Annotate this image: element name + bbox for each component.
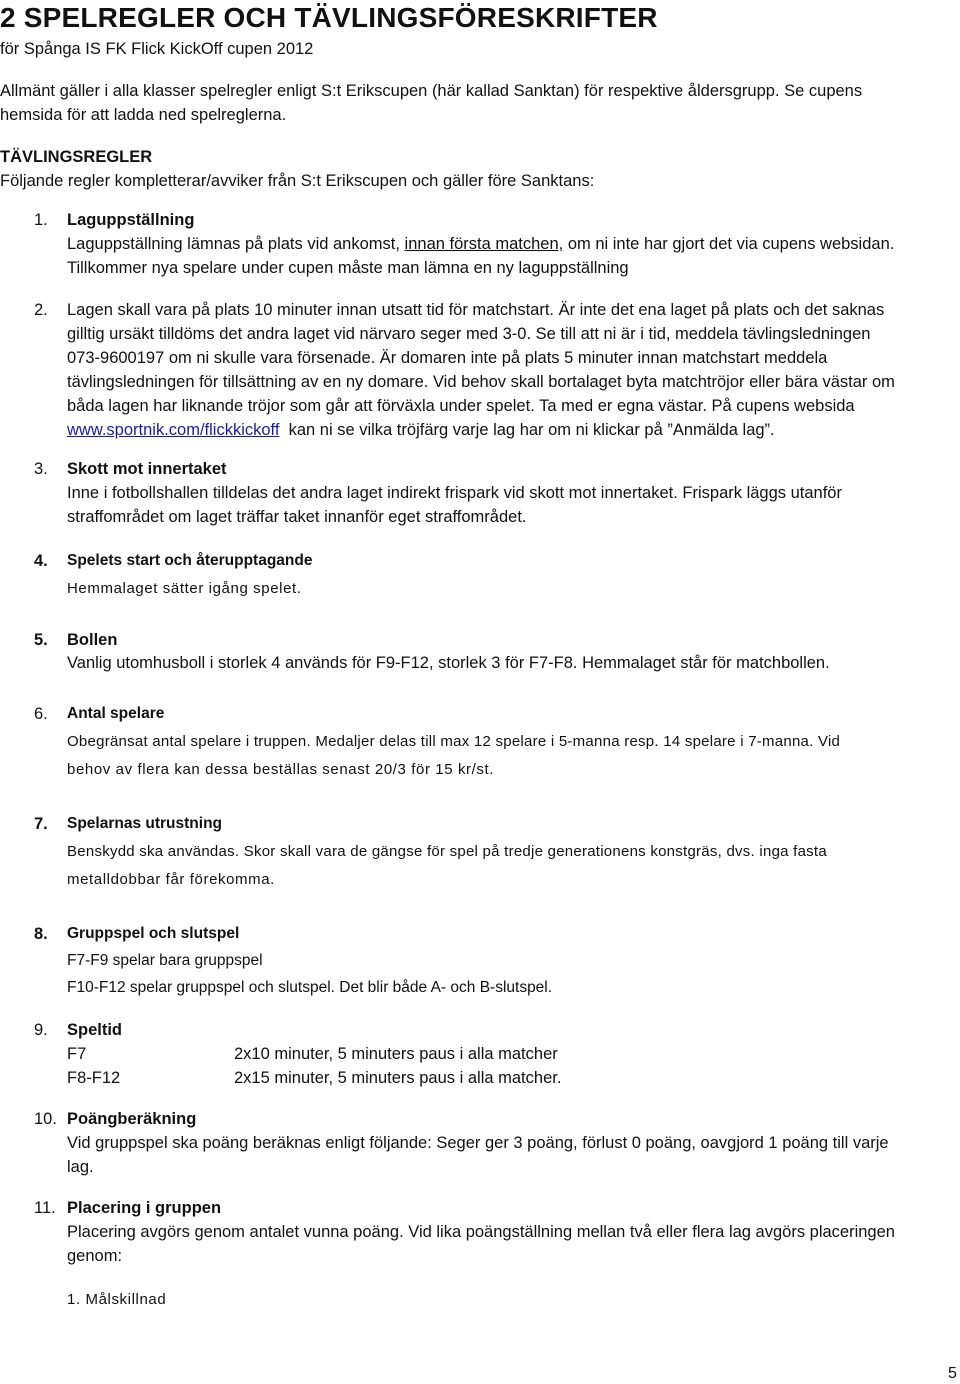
section-heading: TÄVLINGSREGLER [0,148,153,166]
rule-text-part: om ni inte har gjort det via cupens websidan. [563,235,895,253]
rule-text [67,232,894,256]
rule-text [67,418,775,442]
rule-text: lag. [67,1158,94,1176]
rule-text-part: kan ni se vilka tröjfärg varje lag har om ni klickar på ”Anmälda lag”. [279,421,775,439]
rule-heading: Spelarnas utrustning [67,815,223,832]
page-subtitle: för Spånga IS FK Flick KickOff cupen 2012 [0,40,314,58]
rule-number: 8. [34,925,48,943]
rule-text-part: Laguppställning lämnas på plats vid ankomst, [67,235,405,253]
rule-text: Tillkommer nya spelare under cupen måste man lämna en ny laguppställning [67,259,629,277]
rule-text: Obegränsat antal spelare i truppen. Medaljer delas till max 12 spelare i 5-manna resp. 14 spelare i 7-manna. Vid [67,733,841,750]
speltid-class: F7 [67,1045,87,1063]
rule-heading: Placering i gruppen [67,1199,222,1217]
rule-number: 1. [34,211,48,229]
rule-text: Hemmalaget sätter igång spelet. [67,580,302,597]
rule-text: Benskydd ska användas. Skor skall vara de gängse för spel på tredje generationens konstgräs, dvs. inga fasta [67,843,827,860]
rule-text: behov av flera kan dessa beställas senast 20/3 för 15 kr/st. [67,761,495,778]
rule-heading: Poängberäkning [67,1110,197,1128]
rule-heading: Laguppställning [67,211,195,229]
rule-heading: Gruppspel och slutspel [67,925,240,942]
rule-text: gilltig ursäkt tilldöms det andra laget vid närvaro seger med 3-0. Se till att ni är i tid, meddela tävlingsledningen [67,325,871,343]
rule-text: tävlingsledningen för tillsättning av en ny domare. Vid behov skall bortalaget byta matchtröjor eller bära västar om [67,373,895,391]
speltid-time: 2x15 minuter, 5 minuters paus i alla matcher. [234,1069,562,1087]
speltid-time: 2x10 minuter, 5 minuters paus i alla matcher [234,1045,558,1063]
rule-text: straffområdet om laget träffar taket innanför eget straffområdet. [67,508,527,526]
rule-text: Inne i fotbollshallen tilldelas det andra laget indirekt frispark vid skott mot innertaket. Frispark läggs utanför [67,484,842,502]
page-number: 5 [948,1365,957,1382]
rule-text: Lagen skall vara på plats 10 minuter innan utsatt tid för matchstart. Är inte det ena laget på plats och det saknas [67,301,885,319]
section-intro: Följande regler kompletterar/avviker från S:t Erikscupen och gäller före Sanktans: [0,172,595,190]
rule-number: 10. [34,1110,57,1128]
rule-heading: Spelets start och återupptagande [67,552,313,569]
rule-text: 073-9600197 om ni skulle vara försenade. Är domaren inte på plats 5 minuter innan matchstart meddela [67,349,828,367]
cup-website-link[interactable]: www.sportnik.com/flickkickoff [67,421,280,439]
rule-text: genom: [67,1247,123,1265]
rule-text: F10-F12 spelar gruppspel och slutspel. Det blir både A- och B-slutspel. [67,979,553,996]
rule-number: 4. [34,552,48,570]
rule-number: 2. [34,301,48,319]
rule-text-underlined: innan första matchen, [404,235,564,253]
rule-heading: Skott mot innertaket [67,460,227,478]
rule-text: Vid gruppspel ska poäng beräknas enligt följande: Seger ger 3 poäng, förlust 0 poäng, oavgjord 1 poäng till varje [67,1134,889,1152]
intro-line-1: Allmänt gäller i alla klasser spelregler enligt S:t Erikscupen (här kallad Sanktan) för respektive åldersgrupp. Se cupens [0,82,863,100]
rule-heading: Antal spelare [67,705,165,722]
rule-text: Vanlig utomhusboll i storlek 4 används för F9-F12, storlek 3 för F7-F8. Hemmalaget står för matchbollen. [67,654,830,672]
tiebreak-item: 1. Målskillnad [67,1291,167,1308]
speltid-class: F8-F12 [67,1069,121,1087]
rule-heading: Bollen [67,631,118,649]
rule-heading: Speltid [67,1021,123,1039]
rule-number: 9. [34,1021,48,1039]
rule-number: 11. [34,1199,56,1217]
rule-text: båda lagen har liknande tröjor som går att förväxla under spelet. Ta med er egna västar. På cupens websida [67,397,855,415]
rule-number: 3. [34,460,48,478]
rule-text: F7-F9 spelar bara gruppspel [67,952,263,969]
rule-number: 5. [34,631,48,649]
rule-number: 7. [34,815,48,833]
rule-number: 6. [34,705,48,723]
rule-text: Placering avgörs genom antalet vunna poäng. Vid lika poängställning mellan två eller flera lag avgörs placeringen [67,1223,895,1241]
intro-line-2: hemsida för att ladda ned spelreglerna. [0,106,287,124]
rule-text: metalldobbar får förekomma. [67,871,275,888]
page-title: 2 SPELREGLER OCH TÄVLINGSFÖRESKRIFTER [0,2,658,33]
